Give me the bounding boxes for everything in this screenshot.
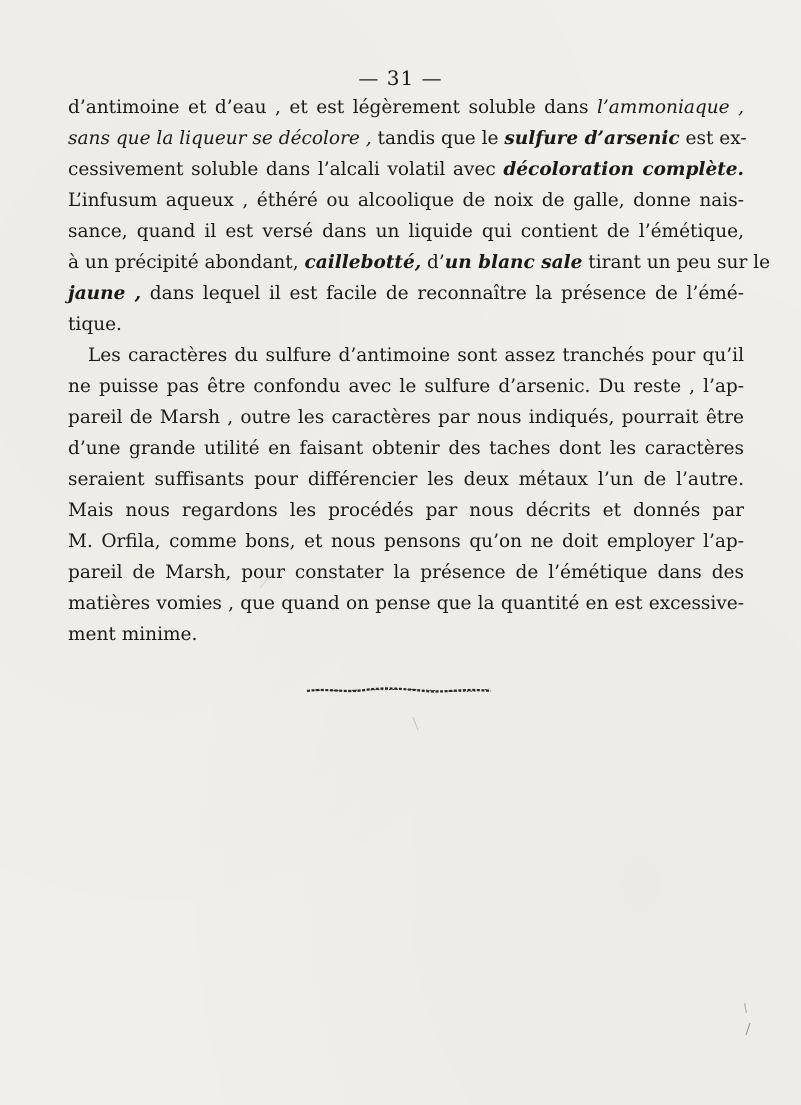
text-line	[68, 340, 744, 371]
text-line	[68, 216, 744, 247]
text-run: ment minime.	[68, 624, 198, 645]
text-line	[68, 495, 744, 526]
text-run: tirant un peu sur le	[582, 252, 771, 273]
emphasis-text: sulfure d’arsenic	[504, 128, 680, 149]
emphasis-text: caillebotté,	[304, 252, 422, 273]
text-run: cessivement soluble dans l’alcali volatil avec	[68, 159, 504, 180]
text-line	[68, 92, 744, 123]
text-run: ne puisse pas être confondu avec le sulfure d’arsenic. Du reste , l’ap-	[68, 376, 744, 397]
decorative-rule-ornament	[305, 686, 493, 694]
text-run: M. Orfila, comme bons, et nous pensons qu’on ne doit employer l’ap-	[68, 531, 744, 552]
page-number: — 31 —	[358, 66, 443, 90]
text-line	[68, 154, 744, 185]
emphasis-text: décoloration complète.	[503, 159, 744, 180]
text-line	[68, 185, 744, 216]
text-line	[68, 247, 771, 278]
text-line	[68, 402, 744, 433]
text-line	[68, 309, 744, 340]
text-line	[68, 433, 744, 464]
text-run: à un précipité abondant,	[68, 252, 305, 273]
text-line	[68, 619, 744, 650]
text-run: seraient suffisants pour différencier les deux métaux l’un de l’autre.	[68, 469, 744, 490]
text-line	[68, 588, 744, 619]
text-run: matières vomies , que quand on pense que la quantité en est excessive-	[68, 593, 744, 614]
text-run: Mais nous regardons les procédés par nous décrits et donnés par	[68, 500, 744, 521]
text-run: Les caractères du sulfure d’antimoine sont assez tranchés pour qu’il	[88, 345, 744, 366]
emphasis-text: un blanc sale	[444, 252, 583, 273]
text-run: pareil de Marsh, pour constater la présence de l’émétique dans des	[68, 562, 744, 583]
text-run: tique.	[68, 314, 122, 335]
paper-blemish	[412, 716, 420, 732]
text-line	[68, 526, 744, 557]
text-line	[68, 464, 744, 495]
text-run: est ex-	[679, 128, 747, 149]
text-run: d’une grande utilité en faisant obtenir des taches dont les caractères	[68, 438, 744, 459]
emphasis-text: l’ammoniaque ,	[596, 97, 744, 118]
text-line	[68, 123, 747, 154]
text-run: pareil de Marsh , outre les caractères par nous indiqués, pourrait être	[68, 407, 744, 428]
text-line	[68, 371, 744, 402]
text-run: dans lequel il est facile de reconnaître la présence de l’émé-	[141, 283, 745, 304]
text-run: sance, quand il est versé dans un liquide qui contient de l’émétique,	[68, 221, 744, 242]
text-run: tandis que le	[371, 128, 505, 149]
emphasis-text: jaune ,	[68, 283, 142, 304]
paper-blemish	[742, 1002, 750, 1014]
paper-blemish	[258, 574, 272, 590]
emphasis-text: sans que la liqueur se décolore ,	[68, 128, 372, 149]
text-run: d’antimoine et d’eau , et est légèrement soluble dans	[68, 97, 597, 118]
text-run: d’	[421, 252, 445, 273]
text-line	[68, 557, 744, 588]
paper-blemish	[744, 1022, 752, 1036]
body-text	[68, 92, 771, 650]
text-run: L’infusum aqueux , éthéré ou alcoolique de noix de galle, donne nais-	[68, 190, 744, 211]
text-line	[68, 278, 744, 309]
